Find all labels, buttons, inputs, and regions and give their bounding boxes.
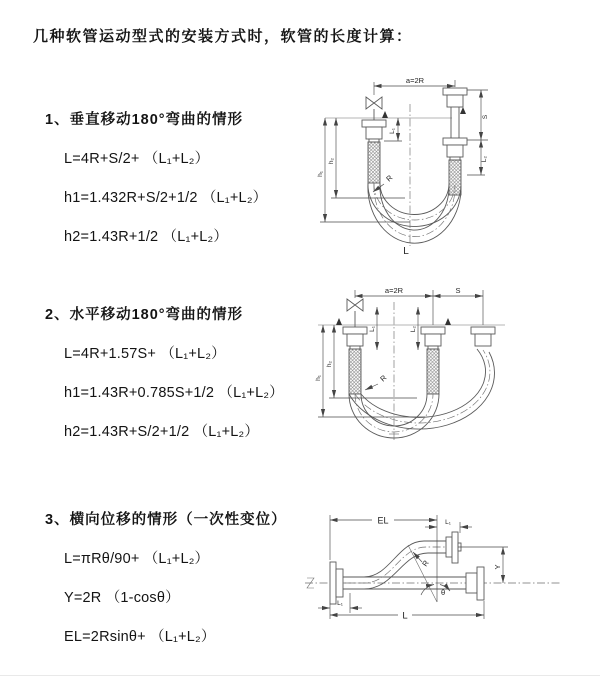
- right-fitting: [471, 327, 495, 346]
- label-h1: h₁: [315, 375, 322, 381]
- label-l-total: L: [402, 610, 408, 622]
- label-a2r: a=2R: [384, 286, 404, 295]
- formula-2-h1: h1=1.43R+0.785S+1/2 （L₁+L₂）: [64, 385, 284, 401]
- diagram-horizontal-180-bend: [305, 282, 590, 472]
- section-2-heading: 2、水平移动180°弯曲的情形: [45, 307, 244, 323]
- left-fitting: [362, 120, 386, 183]
- hose-arcs: [368, 183, 461, 243]
- label-theta: θ: [441, 588, 446, 597]
- s-curve-hose: [343, 532, 461, 589]
- label-r: R: [378, 373, 389, 384]
- up-arrow-icon: [336, 318, 342, 325]
- page-title: 几种软管运动型式的安装方式时，软管的长度计算：: [33, 28, 413, 45]
- section-2: [45, 303, 284, 441]
- left-fitting: [343, 327, 367, 394]
- section-3-heading: 3、横向位移的情形（一次性变位）: [45, 512, 287, 528]
- label-h1: h₁: [317, 171, 324, 177]
- section-1: [45, 108, 267, 246]
- dim-l1: [384, 118, 402, 141]
- dim-l1-top: [425, 519, 472, 533]
- label-l2: L₂: [481, 155, 488, 163]
- section-1-heading: 1、垂直移动180°弯曲的情形: [45, 112, 244, 128]
- label-l1: L₁: [369, 326, 376, 332]
- label-l2: L₂: [410, 325, 417, 333]
- formula-3-L: L=πRθ/90+ （L₁+L₂）: [64, 551, 210, 567]
- label-h2: h₂: [326, 360, 333, 368]
- section-3: [45, 508, 287, 646]
- label-y: Y: [493, 564, 502, 570]
- diagram-vertical-180-bend: [305, 70, 590, 262]
- dim-l: [330, 601, 484, 622]
- valve-icon: [366, 97, 382, 120]
- up-arrow-icon: [382, 111, 388, 118]
- dim-h1-h2: [317, 118, 410, 222]
- formula-2-h2: h2=1.43R+S/2+1/2 （L₁+L₂）: [64, 424, 260, 440]
- dim-s-l2: [467, 90, 489, 175]
- label-s: S: [455, 286, 461, 295]
- up-arrow-icon: [445, 318, 451, 325]
- formula-1-h2: h2=1.43R+1/2 （L₁+L₂）: [64, 229, 229, 245]
- formula-2-L: L=4R+1.57S+ （L₁+L₂）: [64, 346, 226, 362]
- label-r: R: [420, 558, 431, 569]
- label-l1-top: L₁: [445, 519, 451, 526]
- formula-1-h1: h1=1.432R+S/2+1/2 （L₁+L₂）: [64, 190, 268, 206]
- label-el: EL: [377, 515, 389, 526]
- label-h2: h₂: [328, 157, 335, 165]
- radius-leader: [365, 373, 389, 390]
- hose-arcs: [349, 349, 494, 438]
- formula-1-L: L=4R+S/2+ （L₁+L₂）: [64, 151, 210, 167]
- diagram-lateral-displacement: [298, 505, 593, 665]
- up-arrow-icon: [460, 107, 466, 114]
- right-fitting: [443, 88, 467, 195]
- dim-a2r-s: [355, 286, 483, 325]
- label-l-total: L: [403, 246, 409, 257]
- straight-pipe: [343, 567, 484, 600]
- label-a2r: a=2R: [405, 76, 425, 85]
- formula-3-EL: EL=2Rsinθ+ （L₁+L₂）: [64, 629, 216, 645]
- valve-icon: [347, 299, 363, 327]
- label-r: R: [384, 173, 395, 184]
- middle-fitting: [421, 327, 445, 394]
- label-s: S: [482, 114, 489, 120]
- formula-3-Y: Y=2R （1-cosθ）: [64, 590, 180, 606]
- dim-l1-l2: [369, 307, 418, 350]
- label-l1: L₁: [389, 128, 396, 134]
- left-flange: [330, 562, 343, 604]
- label-l1-bottom: L₁: [337, 600, 343, 607]
